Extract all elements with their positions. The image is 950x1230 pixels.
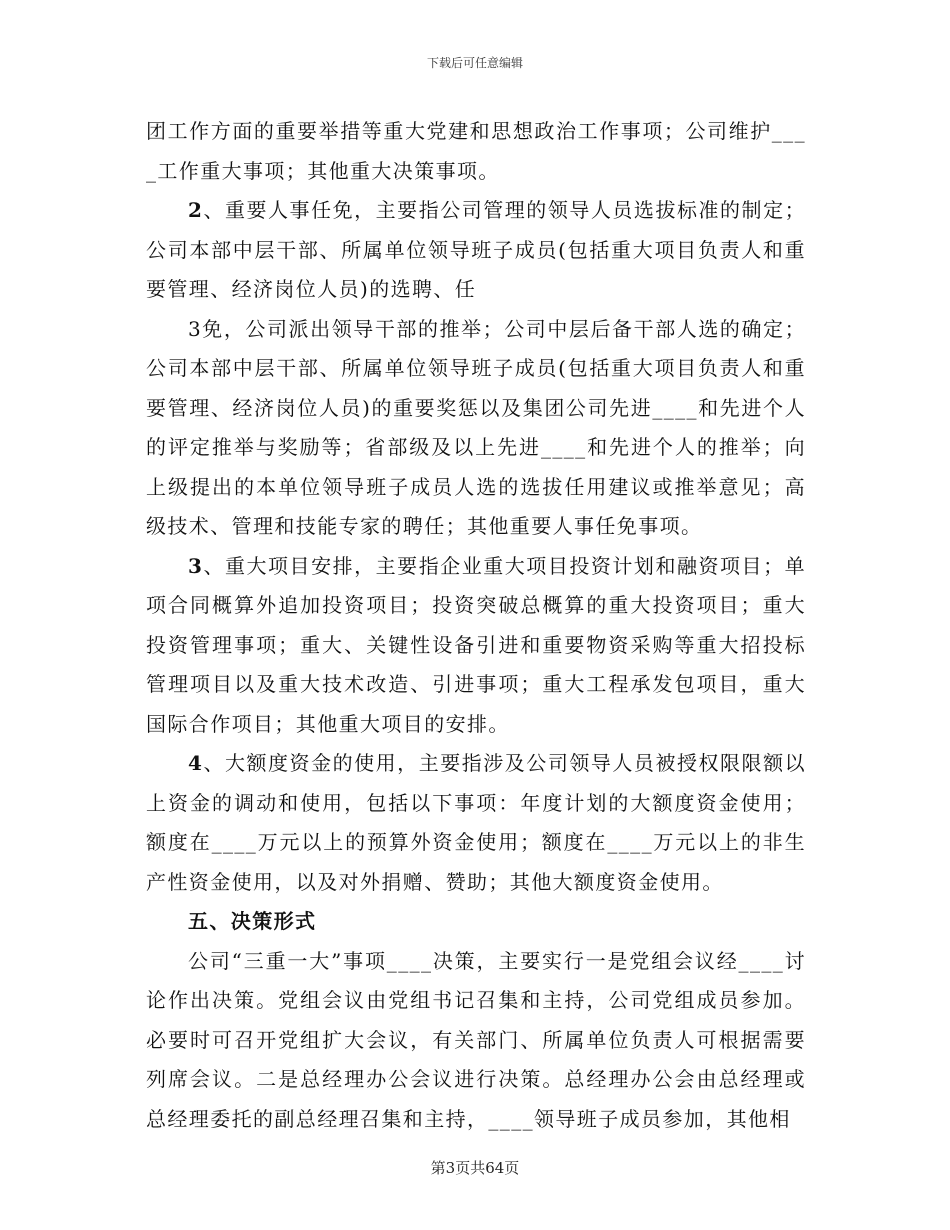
item-number: 3 bbox=[188, 553, 204, 578]
paragraph-item-4 bbox=[146, 744, 806, 902]
paragraph-item-3 bbox=[146, 547, 806, 745]
paragraph-text: 、大额度资金的使用，主要指涉及公司领导人员被授权限限额以上资金的调动和使用，包括以下事项：年度计划的大额度资金使用；额度在____万元以上的预算外资金使用；额度在____万元以上的非生产性资金使用，以及对外捐赠、赞助；其他大额度资金使用。 bbox=[146, 751, 806, 894]
item-number: 4 bbox=[188, 751, 204, 775]
paragraph-item-2-continued: 3免，公司派出领导干部的推举；公司中层后备干部人选的确定；公司本部中层干部、所属单位领导班子成员(包括重大项目负责人和重要管理、经济岗位人员)的重要奖惩以及集团公司先进____和先进个人的评定推举与奖励等；省部级及以上先进____和先进个人的推举；向上级提出的本单位领导班子成员人选的选拔任用建议或推举意见；高级技术、管理和技能专家的聘任；其他重要人事任免事项。 bbox=[146, 316, 806, 538]
paragraph-decision-form: 公司“三重一大”事项____决策，主要实行一是党组会议经____讨论作出决策。党组会议由党组书记召集和主持，公司党组成员参加。必要时可召开党组扩大会议，有关部门、所属单位负责人可根据需要列席会议。二是总经理办公会议进行决策。总经理办公会由总经理或总经理委托的副总经理召集和主持，____领导班子成员参加，其他相 bbox=[146, 948, 806, 1131]
paragraph-item-2 bbox=[146, 191, 806, 310]
document-body bbox=[146, 112, 806, 1139]
item-number: 2 bbox=[188, 198, 204, 222]
paragraph-text: 、重大项目安排，主要指企业重大项目投资计划和融资项目；单项合同概算外追加投资项目；投资突破总概算的重大投资项目；重大投资管理事项；重大、关键性设备引进和重要物资采购等重大招投标管理项目以及重大技术改造、引进事项；重大工程承发包项目，重大国际合作项目；其他重大项目的安排。 bbox=[146, 553, 806, 736]
paragraph-text: 、重要人事任免，主要指公司管理的领导人员选拔标准的制定；公司本部中层干部、所属单位领导班子成员(包括重大项目负责人和重要管理、经济岗位人员)的选聘、任 bbox=[146, 198, 806, 301]
page-header-note: 下载后可任意编辑 bbox=[426, 56, 523, 70]
section-heading: 五、决策形式 bbox=[188, 909, 317, 933]
paragraph-continuation: 团工作方面的重要举措等重大党建和思想政治工作事项；公司维护____工作重大事项；其他重大决策事项。 bbox=[146, 119, 806, 183]
page-number: 第3页共64页 bbox=[430, 1159, 520, 1177]
